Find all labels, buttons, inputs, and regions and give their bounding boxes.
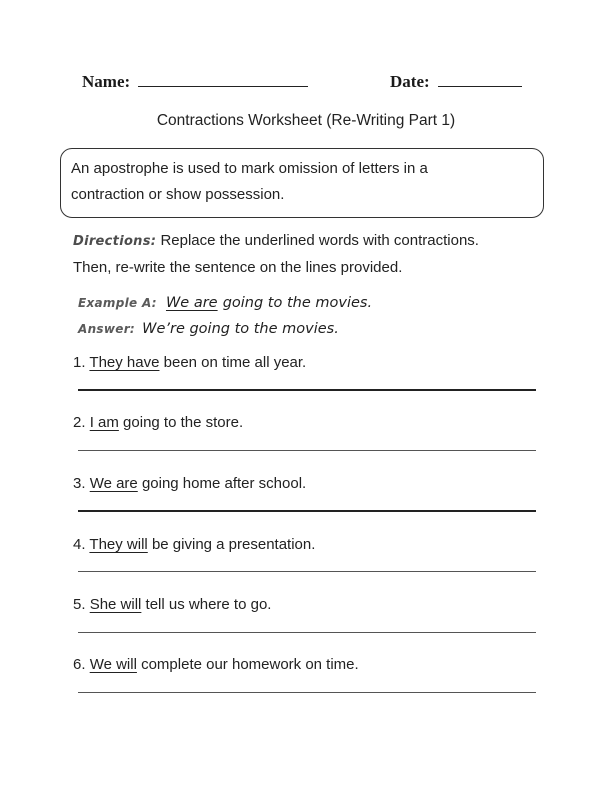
- answer-line-4[interactable]: [78, 571, 536, 572]
- question-underlined: I am: [89, 414, 119, 431]
- question-2: [73, 414, 243, 431]
- directions-text-1: Replace the underlined words with contractions.: [160, 232, 479, 249]
- question-number: 3.: [73, 475, 86, 492]
- answer-line-1[interactable]: [78, 389, 536, 391]
- question-number: 4.: [73, 536, 86, 553]
- question-underlined: They will: [89, 536, 148, 553]
- answer-line-3[interactable]: [78, 510, 536, 512]
- question-rest: be giving a presentation.: [151, 536, 316, 553]
- question-underlined: We are: [89, 475, 138, 492]
- page-title: Contractions Worksheet (Re-Writing Part 1): [156, 112, 456, 129]
- question-number: 6.: [73, 656, 86, 673]
- info-box-line-2: contraction or show possession.: [71, 186, 285, 203]
- question-rest: tell us where to go.: [145, 596, 272, 613]
- question-number: 2.: [73, 414, 86, 431]
- question-rest: going home after school.: [141, 475, 307, 492]
- info-box: [60, 148, 544, 218]
- info-box-line-1: An apostrophe is used to mark omission of letters in a: [71, 160, 428, 177]
- question-rest: complete our homework on time.: [141, 656, 359, 673]
- name-blank-line[interactable]: [138, 72, 308, 87]
- question-underlined: They have: [89, 354, 160, 371]
- answer-row: [78, 318, 339, 337]
- directions-label: Directions:: [73, 234, 157, 249]
- date-field[interactable]: [390, 72, 522, 92]
- directions-line-2: Then, re-write the sentence on the lines provided.: [73, 259, 403, 276]
- answer-line-2[interactable]: [78, 450, 536, 451]
- answer-line-6[interactable]: [78, 692, 536, 693]
- question-underlined: She will: [89, 596, 142, 613]
- answer-text: We’re going to the movies.: [142, 321, 339, 337]
- example-rest: going to the movies.: [222, 295, 373, 311]
- date-label: Date:: [390, 72, 430, 91]
- answer-label: Answer:: [78, 322, 136, 336]
- question-rest: been on time all year.: [163, 354, 307, 371]
- question-4: [73, 536, 315, 553]
- example-underlined: We are: [165, 295, 218, 311]
- name-label: Name:: [82, 72, 131, 91]
- question-rest: going to the store.: [123, 414, 244, 431]
- name-field[interactable]: [82, 72, 308, 92]
- example-label: Example A:: [78, 296, 157, 310]
- question-3: [73, 475, 306, 492]
- question-6: [73, 656, 359, 673]
- question-number: 1.: [73, 354, 86, 371]
- answer-line-5[interactable]: [78, 632, 536, 633]
- question-underlined: We will: [89, 656, 137, 673]
- directions-line-1: [73, 228, 553, 255]
- directions: [73, 228, 553, 281]
- question-number: 5.: [73, 596, 86, 613]
- question-5: [73, 596, 271, 613]
- date-blank-line[interactable]: [438, 72, 522, 87]
- example-row: [78, 292, 372, 311]
- question-1: [73, 354, 306, 371]
